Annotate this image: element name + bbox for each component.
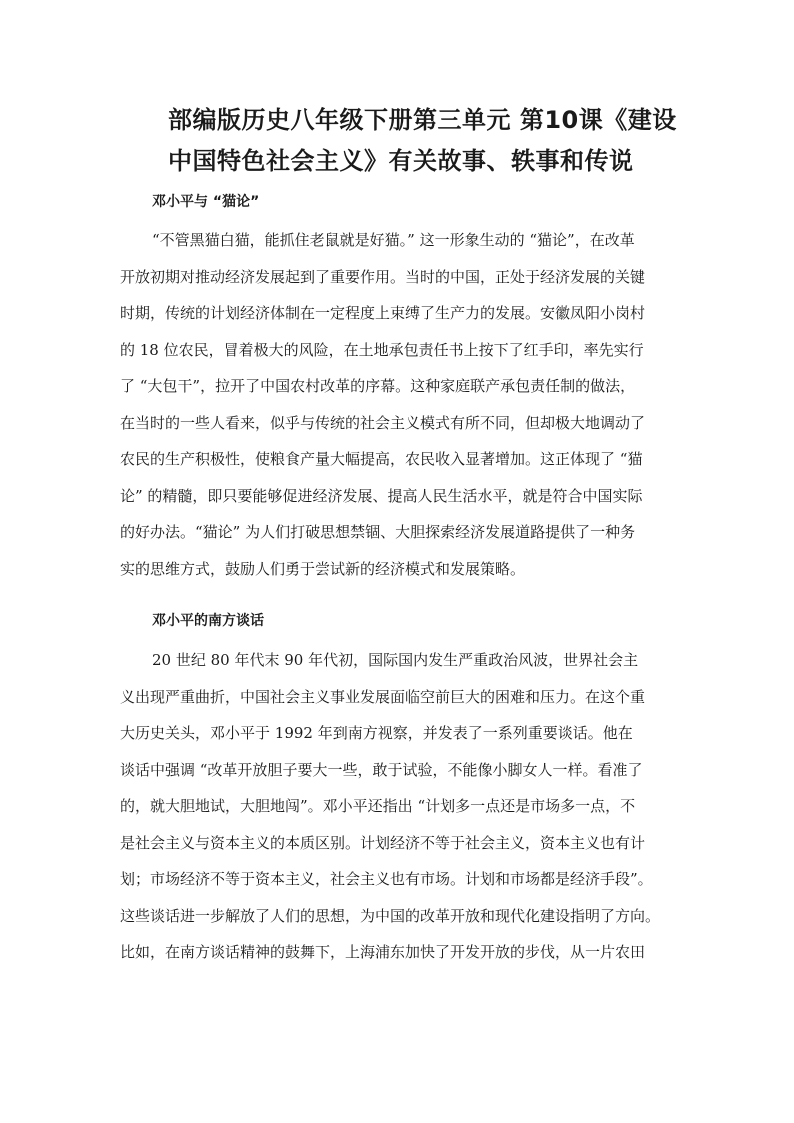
- paragraph-line: 实的思维方式，鼓励人们勇于尝试新的经济模式和发展策略。: [120, 559, 526, 578]
- paragraph-line: 的好办法。“猫论” 为人们打破思想禁锢、大胆探索经济发展道路提供了一种务: [120, 523, 636, 541]
- section-heading-southern-tour: 邓小平的南方谈话: [152, 613, 264, 629]
- paragraph-line: 划；市场经济不等于资本主义，社会主义也有市场。计划和市场都是经济手段”。: [120, 870, 653, 888]
- section-paragraph-cat-theory: [120, 222, 680, 587]
- paragraph-line: 农民的生产积极性，使粮食产量大幅提高，农民收入显著增加。这正体现了 “猫: [120, 450, 643, 468]
- paragraph-line: “不管黑猫白猫，能抓住老鼠就是好猫。” 这一形象生动的 “猫论”，在改革: [152, 231, 635, 249]
- paragraph-line: 义出现严重曲折，中国社会主义事业发展面临空前巨大的困难和压力。在这个重: [120, 687, 646, 706]
- document-title: [168, 100, 728, 182]
- paragraph-line: 的 18 位农民，冒着极大的风险，在土地承包责任书上按下了红手印，率先实行: [120, 340, 644, 359]
- paragraph-line: 20 世纪 80 年代末 90 年代初，国际国内发生严重政治风波，世界社会主: [152, 651, 639, 669]
- section-heading-cat-theory: 邓小平与 “猫论”: [152, 194, 260, 210]
- title-line: 部编版历史八年级下册第三单元 第10课《建设: [168, 106, 677, 134]
- paragraph-line: 开放初期对推动经济发展起到了重要作用。当时的中国，正处于经济发展的关键: [120, 267, 646, 286]
- paragraph-line: 了 “大包干”，拉开了中国农村改革的序幕。这种家庭联产承包责任制的做法，: [120, 377, 636, 395]
- paragraph-line: 是社会主义与资本主义的本质区别。计划经济不等于社会主义，资本主义也有计: [120, 833, 646, 852]
- paragraph-line: 比如，在南方谈话精神的鼓舞下，上海浦东加快了开发开放的步伐，从一片农田: [120, 943, 646, 961]
- paragraph-line: 的，就大胆地试，大胆地闯”。邓小平还指出 “计划多一点还是市场多一点，不: [120, 797, 636, 815]
- paragraph-line: 论” 的精髓，即只要能够促进经济发展、提高人民生活水平，就是符合中国实际: [120, 486, 643, 505]
- paragraph-line: 谈话中强调 “改革开放胆子要大一些，敢于试验，不能像小脚女人一样。看准了: [120, 760, 643, 779]
- title-line: 中国特色社会主义》有关故事、轶事和传说: [168, 147, 634, 175]
- section-paragraph-southern-tour: [120, 642, 680, 971]
- paragraph-line: 时期，传统的计划经济体制在一定程度上束缚了生产力的发展。安徽凤阳小岗村: [120, 304, 646, 322]
- paragraph-line: 大历史关头，邓小平于 1992 年到南方视察，并发表了一系列重要谈话。他在: [120, 724, 633, 742]
- paragraph-line: 这些谈话进一步解放了人们的思想，为中国的改革开放和现代化建设指明了方向。: [120, 906, 661, 925]
- paragraph-line: 在当时的一些人看来，似乎与传统的社会主义模式有所不同，但却极大地调动了: [120, 413, 646, 432]
